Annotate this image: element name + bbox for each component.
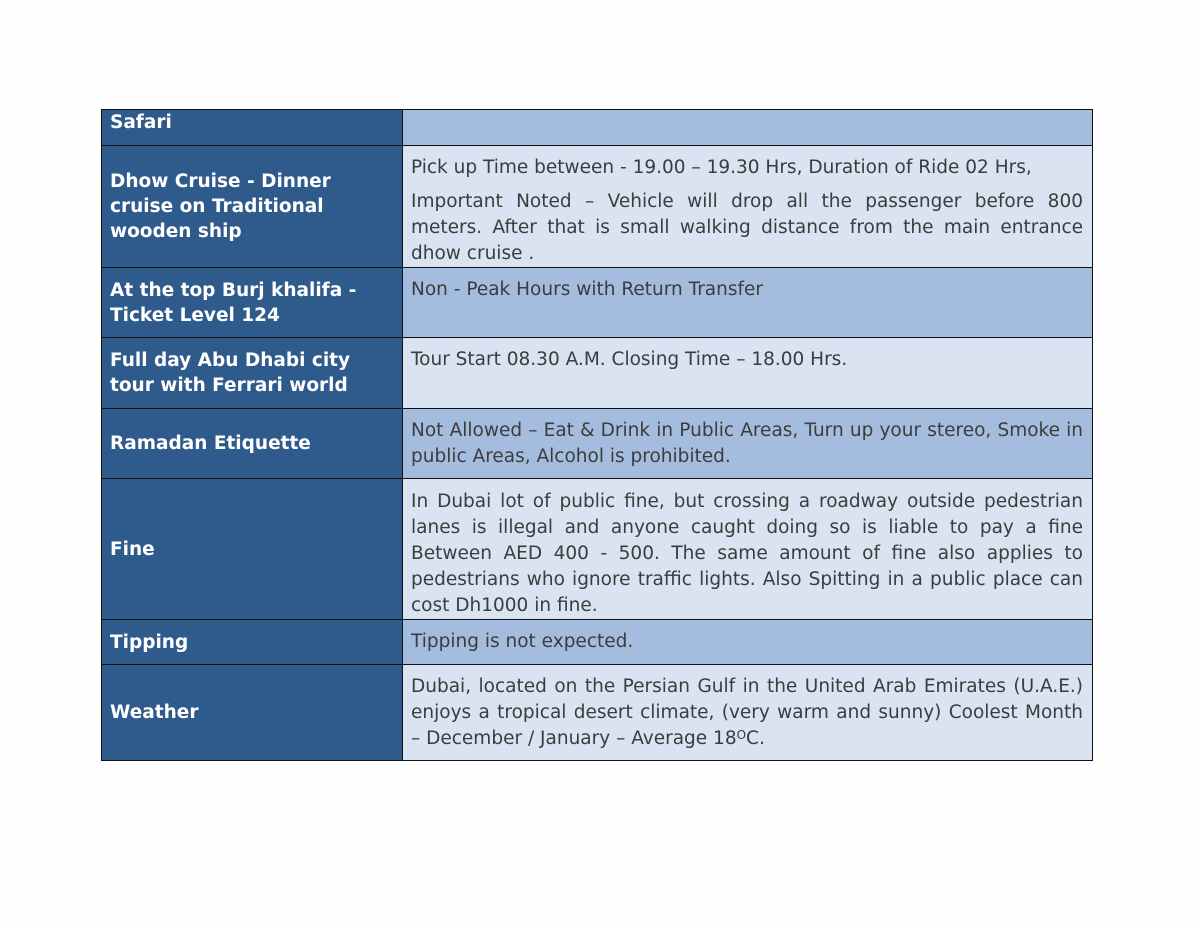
table-row bbox=[102, 620, 1093, 665]
table-row bbox=[102, 338, 1093, 409]
row-label-burj-khalifa: At the top Burj khalifa - Ticket Level 124 bbox=[102, 268, 403, 338]
row-description-fine bbox=[403, 479, 1093, 620]
dhow-pickup-text: Pick up Time between - 19.00 – 19.30 Hrs, Duration of Ride 02 Hrs, bbox=[411, 157, 1032, 178]
degree-unit: C. bbox=[746, 728, 765, 749]
row-description-tipping bbox=[403, 620, 1093, 665]
table-row bbox=[102, 409, 1093, 479]
row-label-safari: Safari bbox=[102, 110, 403, 146]
row-label-fine: Fine bbox=[102, 479, 403, 620]
weather-main-text: Dubai, located on the Persian Gulf in the United Arab Emirates (U.A.E.) enjoys a tropical desert climate, (very warm and sunny) Coolest Month – December / January – Average 18 bbox=[411, 676, 1083, 749]
row-description-burj-khalifa bbox=[403, 268, 1093, 338]
travel-info-table bbox=[101, 109, 1093, 761]
burj-text: Non - Peak Hours with Return Transfer bbox=[411, 279, 763, 300]
row-label-dhow-cruise: Dhow Cruise - Dinner cruise on Traditional wooden ship bbox=[102, 146, 403, 268]
row-description-dhow-cruise bbox=[403, 146, 1093, 268]
row-label-ramadan-etiquette: Ramadan Etiquette bbox=[102, 409, 403, 479]
row-label-tipping: Tipping bbox=[102, 620, 403, 665]
dhow-note-text: Important Noted – Vehicle will drop all the passenger before 800 meters. After that is small walking distance from the main entrance dhow cruise . bbox=[411, 191, 1083, 264]
row-label-weather: Weather bbox=[102, 665, 403, 761]
degree-superscript: O bbox=[736, 728, 747, 742]
table-row bbox=[102, 110, 1093, 146]
abu-dhabi-text: Tour Start 08.30 A.M. Closing Time – 18.00 Hrs. bbox=[411, 349, 848, 370]
row-label-abu-dhabi-tour: Full day Abu Dhabi city tour with Ferrari world bbox=[102, 338, 403, 409]
ramadan-text: Not Allowed – Eat & Drink in Public Areas, Turn up your stereo, Smoke in public Areas, Alcohol is prohibited. bbox=[411, 420, 1083, 467]
table-row bbox=[102, 146, 1093, 268]
weather-text bbox=[411, 674, 1083, 752]
row-description-ramadan-etiquette bbox=[403, 409, 1093, 479]
row-description-safari bbox=[403, 110, 1093, 146]
tipping-text: Tipping is not expected. bbox=[411, 631, 634, 652]
table-row bbox=[102, 268, 1093, 338]
table-row bbox=[102, 665, 1093, 761]
fine-text: In Dubai lot of public fine, but crossing a roadway outside pedestrian lanes is illegal and anyone caught doing so is liable to pay a fine Between AED 400 - 500. The same amount of fine also applies to pedestrians who ignore traffic lights. Also Spitting in a public place can cost Dh1000 in fine. bbox=[411, 491, 1083, 616]
row-description-weather bbox=[403, 665, 1093, 761]
row-description-abu-dhabi-tour bbox=[403, 338, 1093, 409]
table-row bbox=[102, 479, 1093, 620]
